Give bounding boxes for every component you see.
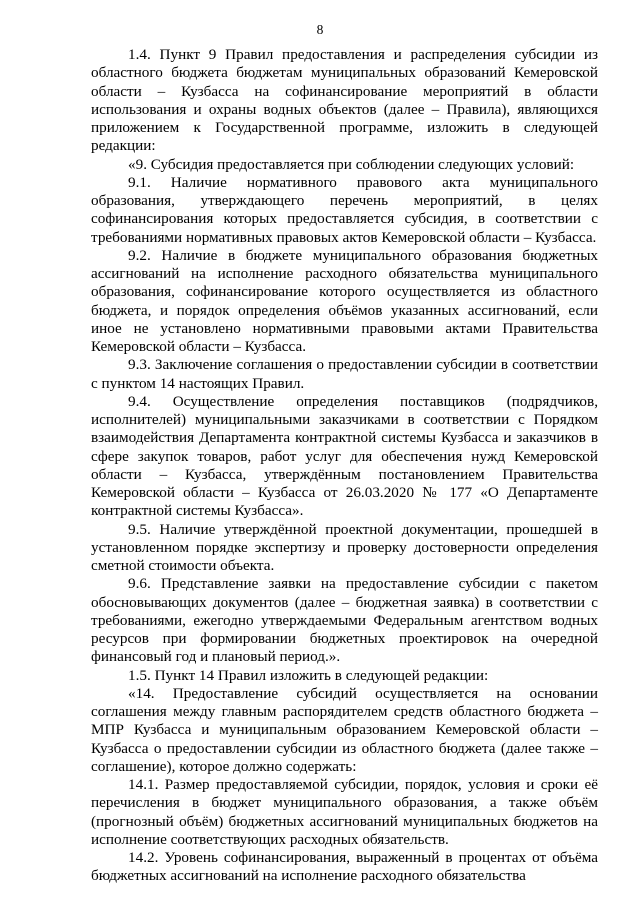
- document-body: [91, 46, 598, 886]
- paragraph-14-2: 14.2. Уровень софинансирования, выраженный в процентах от объёма бюджетных ассигнований на исполнение расходного обязательства: [91, 849, 598, 885]
- paragraph-1-5: 1.5. Пункт 14 Правил изложить в следующей редакции:: [128, 666, 489, 684]
- paragraph-9-1: 9.1. Наличие нормативного правового акта муниципального образования, утверждающего перечень мероприятий, в целях софинансирования которых предоставляется субсидия, в соответствии с требованиями нормативных правовых актов Кемеровской области – Кузбасса.: [91, 173, 598, 246]
- page-number: 8: [316, 22, 324, 37]
- paragraph-14-intro: «14. Предоставление субсидий осуществляется на основании соглашения между главным распорядителем средств областного бюджета – МПР Кузбасса и муниципальным образованием Кемеровской области – Кузбасса о предоставлении субсидии из областного бюджета (далее также – соглашение), которое должно содержать:: [91, 684, 598, 775]
- paragraph-9-intro: «9. Субсидия предоставляется при соблюдении следующих условий:: [128, 155, 575, 173]
- paragraph-9-2: 9.2. Наличие в бюджете муниципального образования бюджетных ассигнований на исполнение расходного обязательства муниципального образования, софинансирование которого осуществляется из областного бюджета, и порядок определения объёмов указанных ассигнований, если иное не установлено нормативными правовыми актами Правительства Кемеровской области – Кузбасса.: [91, 246, 598, 355]
- paragraph-9-3: 9.3. Заключение соглашения о предоставлении субсидии в соответствии с пунктом 14 настоящих Правил.: [91, 356, 598, 392]
- paragraph-14-1: 14.1. Размер предоставляемой субсидии, порядок, условия и сроки её перечисления в бюджет муниципального образования, а также объём (прогнозный объём) бюджетных ассигнований муниципальных бюджетов на исполнение соответствующих расходных обязательств.: [91, 776, 598, 848]
- paragraph-9-6: 9.6. Представление заявки на предоставление субсидии с пакетом обосновывающих документов (далее – бюджетная заявка) в соответствии с требованиями, ежегодно утверждаемыми Федеральным агентством водных ресурсов при формировании бюджетных проектировок на очередной финансовый год и плановый период.».: [91, 575, 598, 666]
- paragraph-9-5: 9.5. Наличие утверждённой проектной документации, прошедшей в установленном порядке экспертизу и проверку достоверности определения сметной стоимости объекта.: [91, 520, 598, 574]
- paragraph-1-4: 1.4. Пункт 9 Правил предоставления и распределения субсидии из областного бюджета бюджетам муниципальных образований Кемеровской области – Кузбасса на софинансирование мероприятий в области использования и охраны водных объектов (далее – Правила), являющихся приложением к Государственной программе, изложить в следующей редакции:: [91, 46, 598, 155]
- paragraph-9-4: 9.4. Осуществление определения поставщиков (подрядчиков, исполнителей) муниципальными заказчиками в соответствии с Порядком взаимодействия Департамента контрактной системы Кузбасса и заказчиков в сфере закупок товаров, работ услуг для обеспечения нужд Кемеровской области – Кузбасса, утверждённым постановлением Правительства Кемеровской области – Кузбасса от 26.03.2020 № 177 «О Департаменте контрактной системы Кузбасса».: [91, 392, 598, 520]
